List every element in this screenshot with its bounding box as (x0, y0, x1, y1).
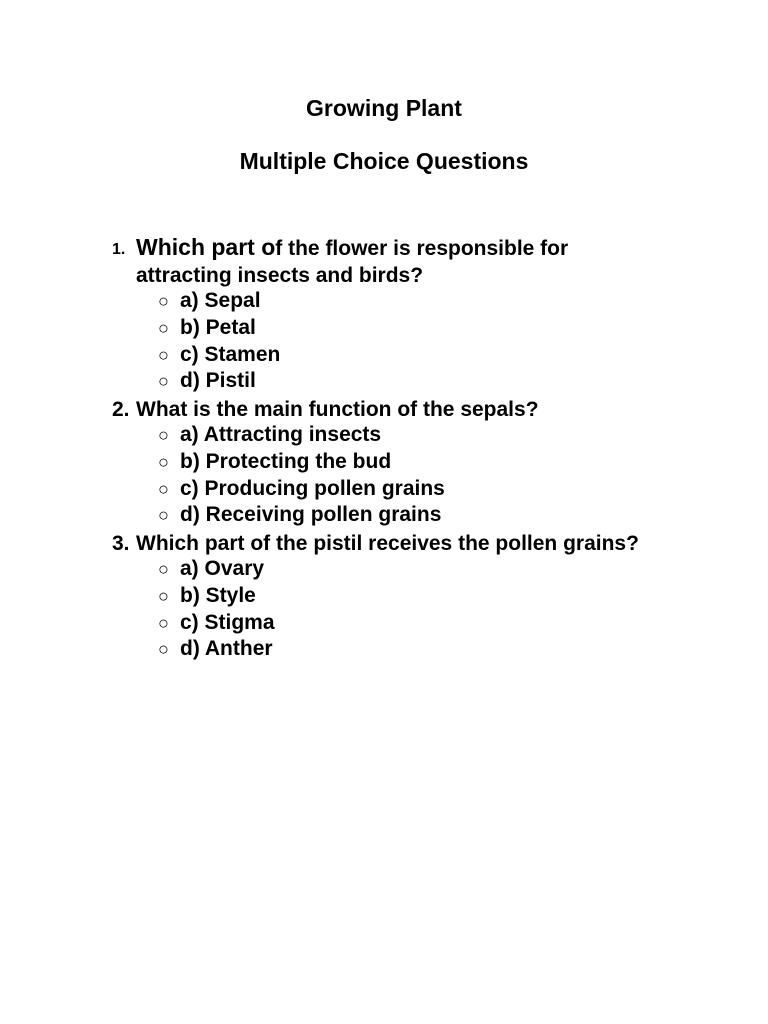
document-title: Growing Plant (306, 95, 462, 121)
options-list (158, 556, 275, 663)
option-label: c) Stigma (180, 610, 275, 634)
option-item[interactable] (158, 476, 445, 503)
circle-bullet-icon: ○ (158, 371, 169, 392)
option-item[interactable] (158, 315, 280, 342)
circle-bullet-icon: ○ (158, 505, 169, 526)
circle-bullet-icon: ○ (158, 612, 169, 633)
circle-bullet-icon: ○ (158, 559, 169, 579)
option-label: d) Pistil (180, 369, 256, 393)
option-item[interactable] (158, 636, 275, 663)
question-text-line2: attracting insects and birds? (136, 264, 424, 287)
question-text: What is the main function of the sepals? (136, 398, 539, 421)
option-item[interactable] (158, 610, 275, 637)
circle-bullet-icon: ○ (158, 639, 169, 660)
circle-bullet-icon: ○ (158, 425, 169, 445)
circle-bullet-icon: ○ (158, 317, 169, 338)
question-number: 3. (112, 532, 130, 555)
option-item[interactable] (158, 422, 445, 449)
options-list (158, 288, 280, 395)
options-list (158, 422, 445, 529)
option-item[interactable] (158, 583, 275, 610)
option-label: b) Protecting the bud (180, 449, 392, 473)
circle-bullet-icon: ○ (158, 344, 169, 365)
option-item[interactable] (158, 368, 280, 395)
option-label: a) Sepal (180, 289, 261, 312)
document-subtitle: Multiple Choice Questions (239, 148, 529, 174)
question-text (136, 234, 696, 289)
question-text-lead: Which part o (136, 234, 276, 260)
option-item[interactable] (158, 342, 280, 369)
option-label: d) Anther (180, 637, 273, 661)
question-text: Which part of the pistil receives the pollen grains? (136, 532, 639, 555)
circle-bullet-icon: ○ (158, 585, 169, 606)
option-label: d) Receiving pollen grains (180, 503, 442, 527)
option-label: a) Attracting insects (180, 423, 382, 446)
option-label: b) Style (180, 583, 256, 607)
option-label: b) Petal (180, 315, 256, 339)
option-item[interactable] (158, 502, 445, 529)
question-text-rest: f the flower is responsible for (275, 237, 569, 260)
circle-bullet-icon: ○ (158, 451, 169, 472)
option-item[interactable] (158, 449, 445, 476)
option-label: a) Ovary (180, 557, 265, 580)
option-label: c) Stamen (180, 342, 281, 366)
option-label: c) Producing pollen grains (180, 476, 445, 500)
option-item[interactable] (158, 288, 280, 315)
option-item[interactable] (158, 556, 275, 583)
question-number: 2. (112, 398, 130, 421)
circle-bullet-icon: ○ (158, 291, 169, 311)
circle-bullet-icon: ○ (158, 478, 169, 499)
question-number: 1. (112, 241, 126, 258)
